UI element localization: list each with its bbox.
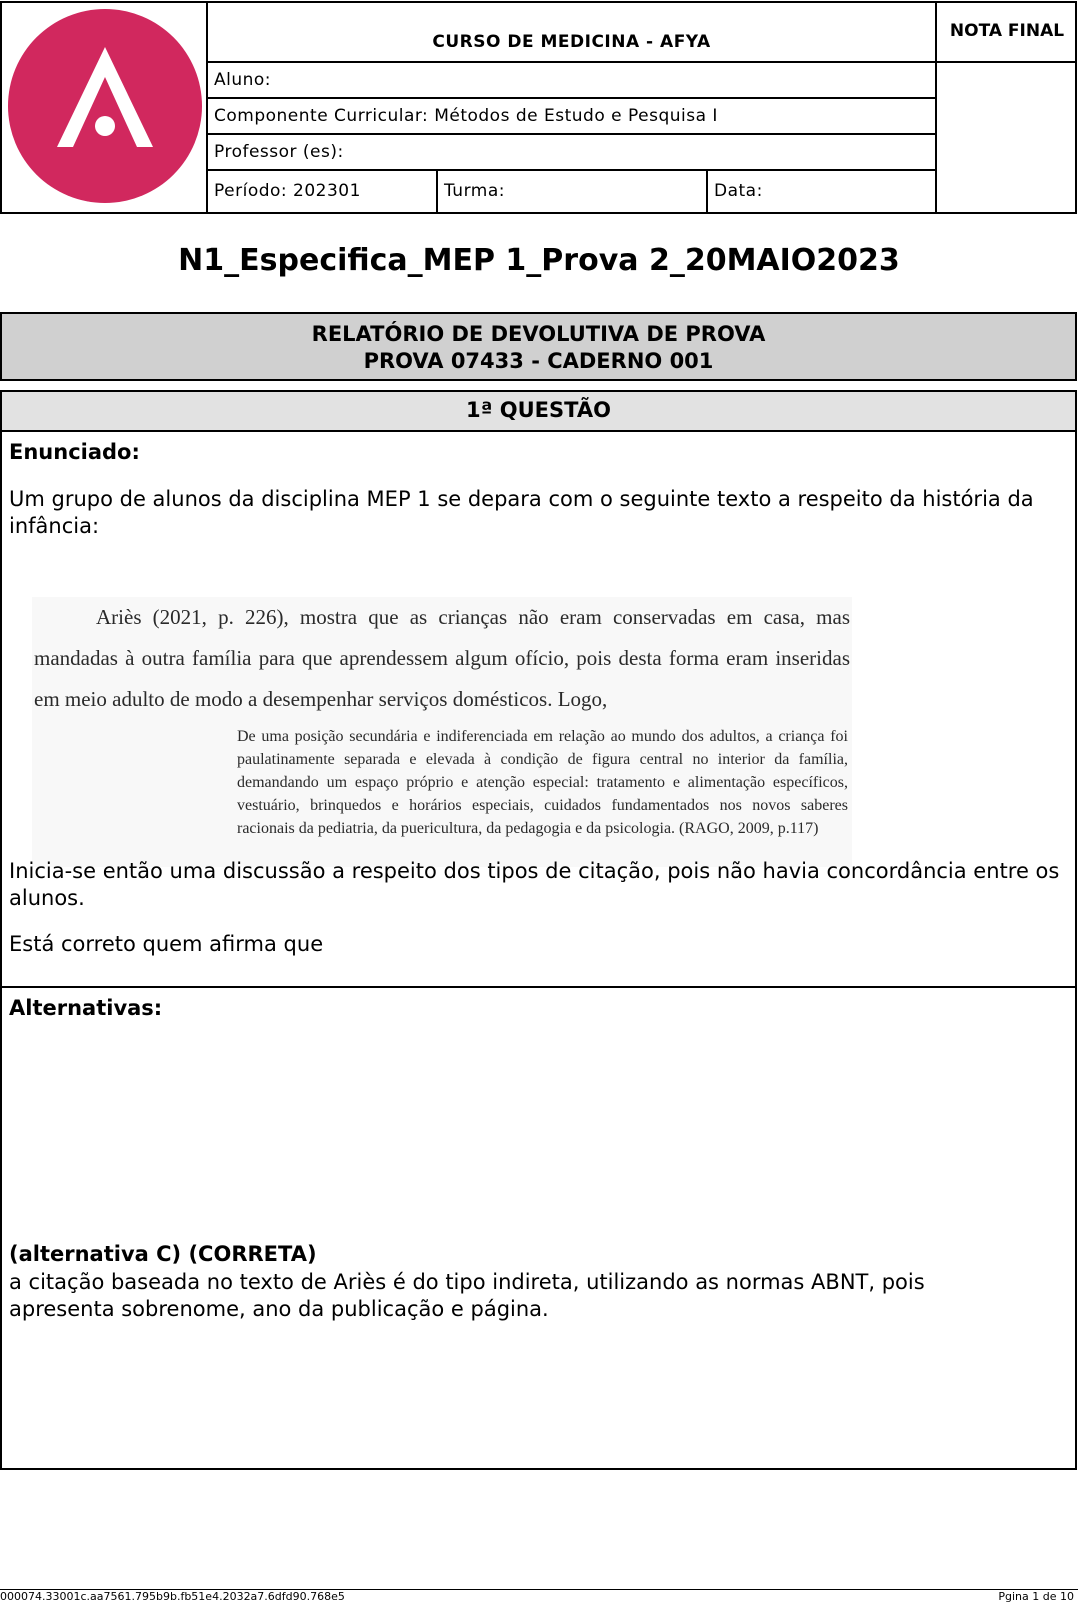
- professor-label: Professor (es):: [214, 142, 344, 162]
- correct-alternative-text: a citação baseada no texto de Ariès é do tipo indireta, utilizando as normas ABNT, pois apresenta sobrenome, ano da publicação e página.: [9, 1270, 925, 1321]
- header-info: [208, 3, 935, 212]
- question-heading: 1ª QUESTÃO: [2, 392, 1075, 432]
- aluno-label: Aluno:: [214, 70, 272, 90]
- question-intro: Um grupo de alunos da disciplina MEP 1 se depara com o seguinte texto a respeito da história da infância:: [9, 487, 1034, 538]
- question-prompt: Está correto quem afirma que: [9, 932, 324, 956]
- exam-title: N1_Especifica_MEP 1_Prova 2_20MAIO2023: [178, 243, 900, 278]
- turma-cell: [438, 171, 708, 212]
- turma-label: Turma:: [444, 181, 505, 201]
- enunciado-label: Enunciado:: [9, 440, 140, 464]
- report-subtitle: PROVA 07433 - CADERNO 001: [363, 349, 714, 373]
- data-cell: [708, 171, 935, 212]
- periodo-label: Período: 202301: [214, 181, 361, 201]
- discussion-text: Inicia-se então uma discussão a respeito dos tipos de citação, pois não havia concordância entre os alunos.: [9, 859, 1060, 910]
- correct-alternative-title: (alternativa C) (CORRETA): [9, 1242, 317, 1266]
- footer-page: Pgina 1 de 10: [998, 1590, 1074, 1603]
- logo-cell: [2, 3, 208, 212]
- periodo-cell: [208, 171, 438, 212]
- course-row: [208, 3, 935, 63]
- quote-image: [32, 597, 852, 867]
- alternativas-label: Alternativas:: [9, 996, 163, 1020]
- componente-label: Componente Curricular: Métodos de Estudo e Pesquisa I: [214, 106, 718, 126]
- alternativas-section: [2, 988, 1075, 1468]
- nota-final-label: NOTA FINAL: [937, 3, 1077, 63]
- componente-row: [208, 99, 935, 135]
- quote-main-text: Ariès (2021, p. 226), mostra que as crianças não eram conservadas em casa, mas mandadas à outra família para que aprendessem algum ofício, pois desta forma eram inseridas em meio adulto de modo a desempenhar serviços domésticos. Logo,: [34, 605, 850, 711]
- aluno-row: [208, 63, 935, 99]
- nota-final-cell: [935, 3, 1075, 212]
- footer-code: 000074.33001c.aa7561.795b9b.fb51e4.2032a7.6dfd90.768e5: [0, 1590, 345, 1603]
- header-table: [0, 1, 1077, 214]
- data-label: Data:: [714, 181, 763, 201]
- course-title: CURSO DE MEDICINA - AFYA: [432, 32, 711, 52]
- report-banner: [0, 312, 1077, 381]
- question-box: [0, 390, 1077, 1470]
- periodo-row: [208, 171, 935, 212]
- quote-block-text: De uma posição secundária e indiferenciada em relação ao mundo dos adultos, a criança foi paulatinamente separada e elevada à condição de figura central no interior da família, demandando um espaço próprio e atenção especial: tratamento e alimentação específicos, vestuário, brinquedos e horários especiais, cuidados fundamentados nos novos saberes racionais da pediatria, da puericultura, da pedagogia e da psicologia. (RAGO, 2009, p.117): [237, 728, 848, 837]
- professor-row: [208, 135, 935, 171]
- enunciado-section: [2, 432, 1075, 988]
- report-title: RELATÓRIO DE DEVOLUTIVA DE PROVA: [311, 322, 766, 346]
- afya-logo-icon: [8, 9, 202, 203]
